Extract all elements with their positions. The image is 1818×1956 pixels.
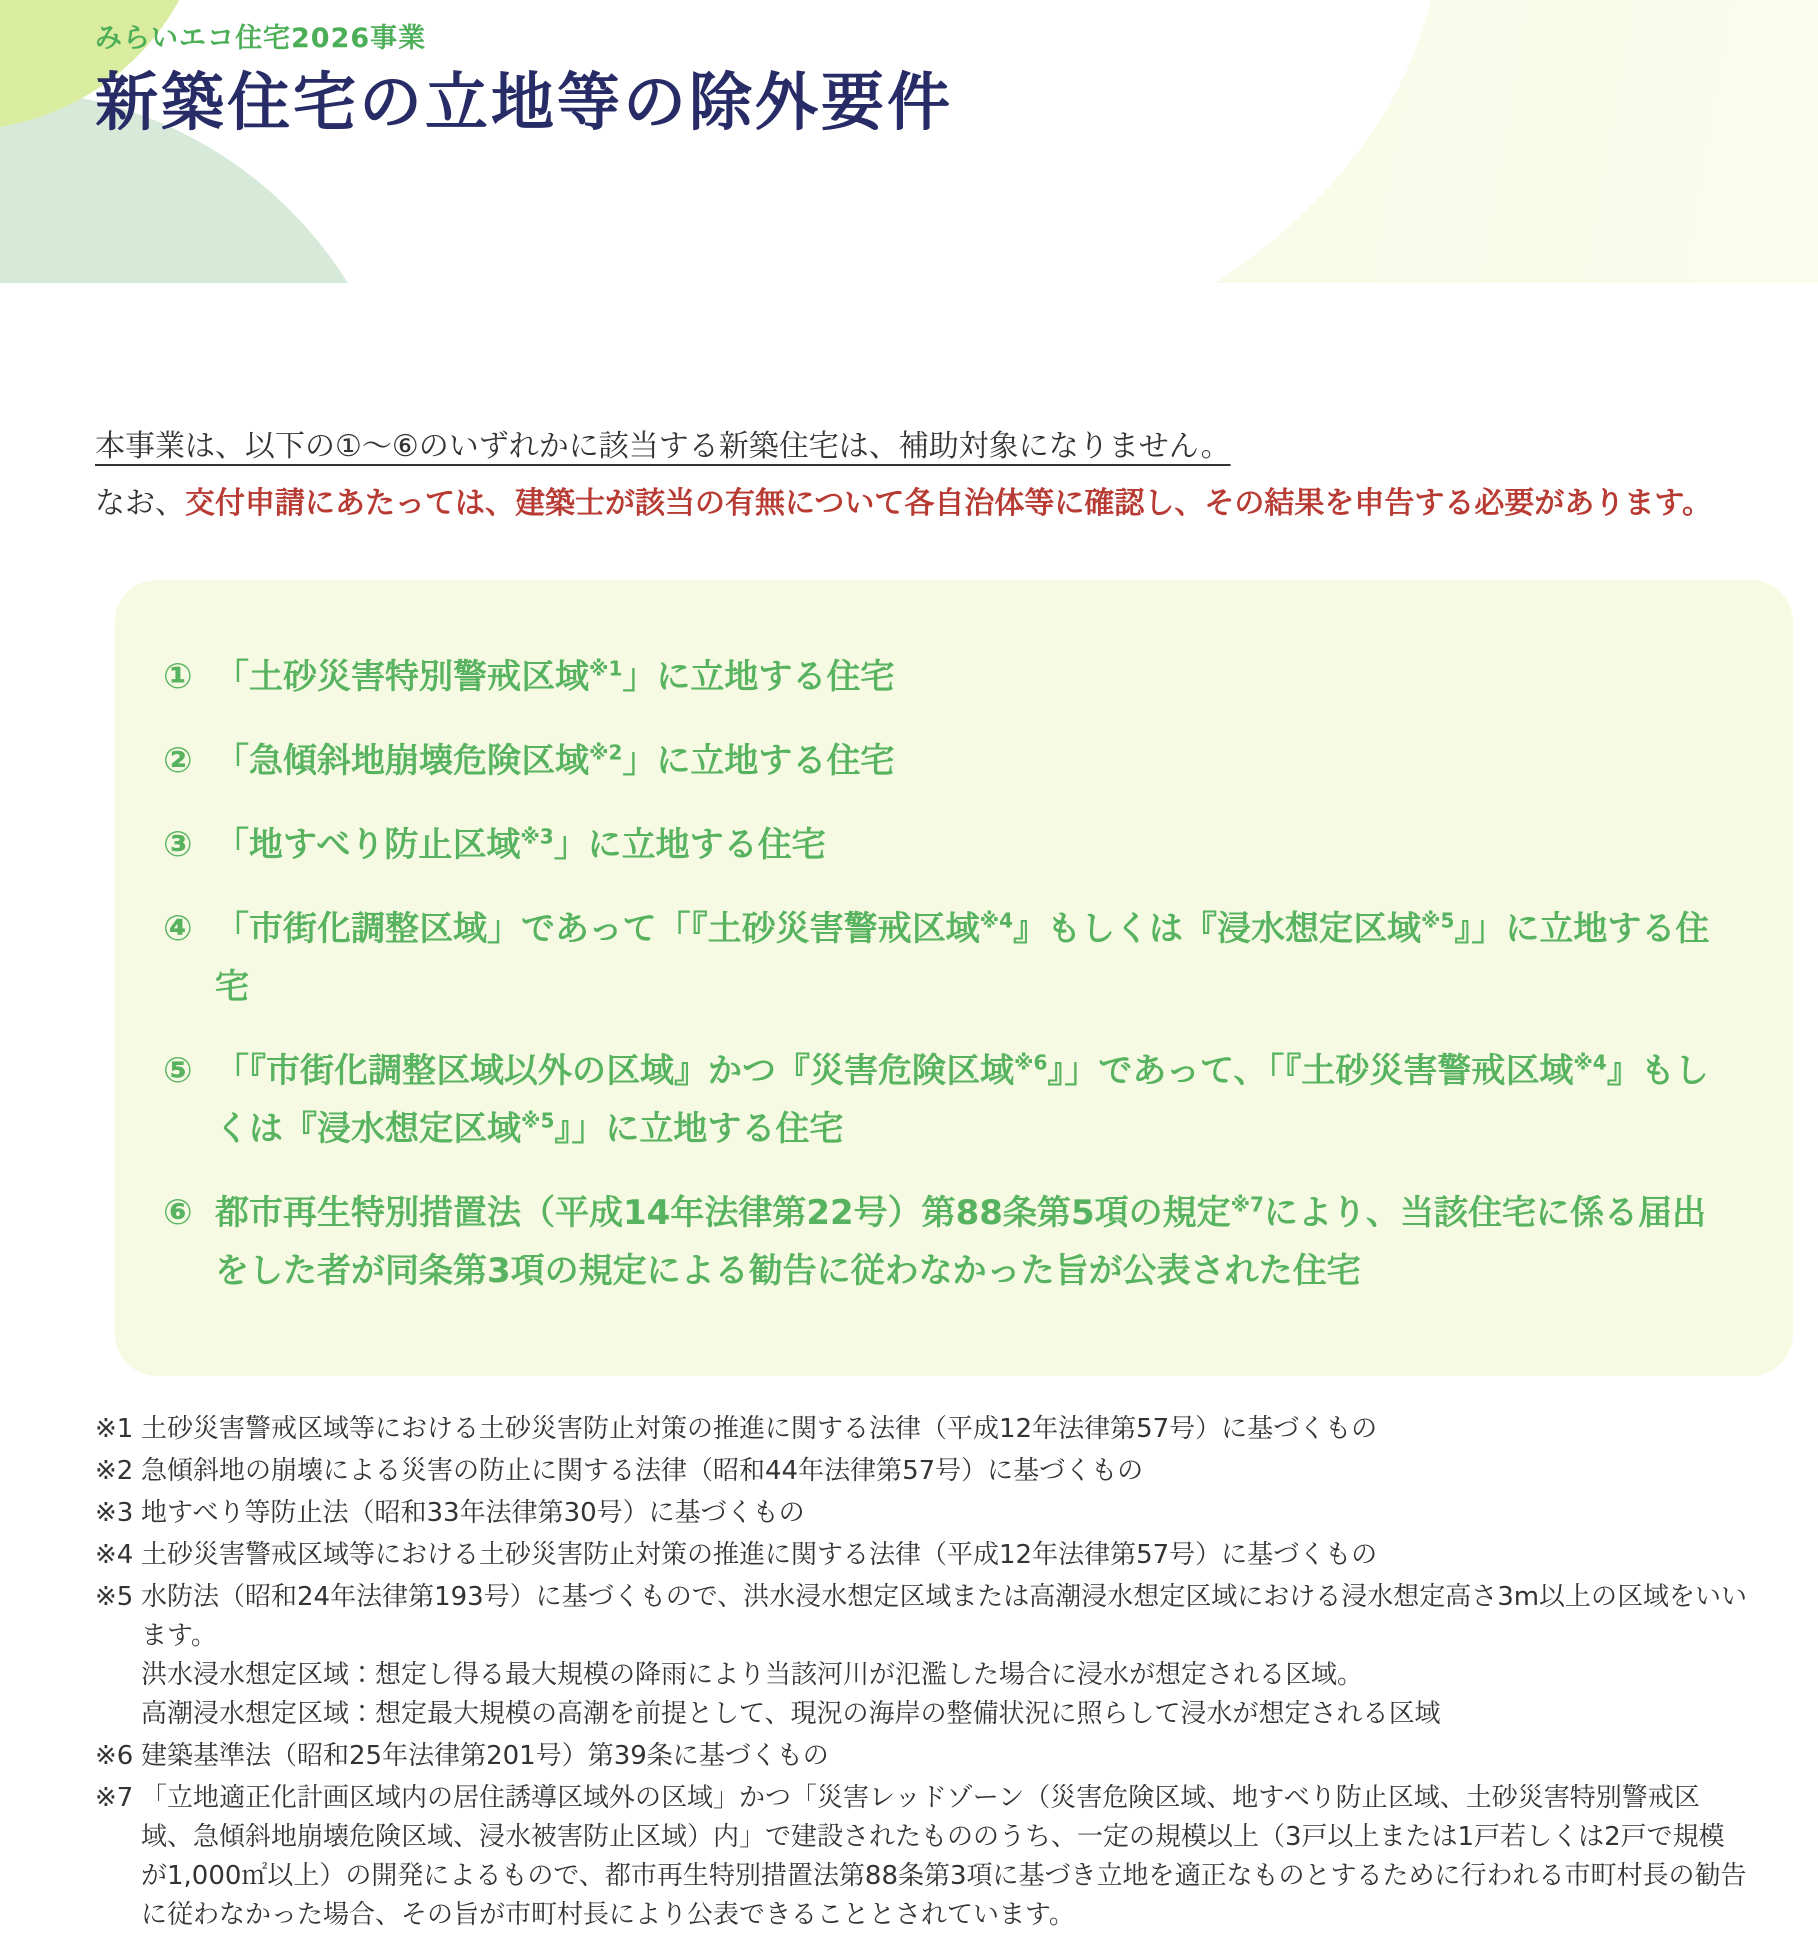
exclusion-item [163,1042,1733,1158]
intro-note-emphasis: 交付申請にあたっては、建築士が該当の有無について各自治体等に確認し、その結果を申告する必要があります。 [185,486,1712,521]
footnotes-section [95,1410,1748,1935]
footnote [95,1494,1748,1533]
page-header [0,0,1818,283]
exclusion-item-text: 「地すべり防止区域$^{※3}$」に立地する住宅 [215,824,826,865]
exclusion-item-number: ④ [163,909,193,949]
footnote [95,1737,1748,1776]
exclusion-item-number: ⑥ [163,1193,193,1233]
footnote-marker: ※1 [95,1414,134,1444]
footnote-marker: ※6 [95,1741,134,1771]
intro-underlined-line [95,418,1748,475]
exclusion-item [163,1184,1733,1300]
footnote-text: 建築基準法（昭和25年法律第201号）第39条に基づくもの [141,1741,829,1771]
footnote [95,1536,1748,1575]
footnote-marker: ※4 [95,1540,134,1570]
footnote-marker: ※2 [95,1456,134,1486]
intro-section [95,418,1748,532]
exclusion-item-number: ② [163,741,193,781]
footnote [95,1779,1748,1935]
exclusion-item-text: 都市再生特別措置法（平成14年法律第22号）第88条第5項の規定$^{※7}$により、当該住宅に係る届出をした者が同条第3項の規定による勧告に従わなかった旨が公表された住宅 [215,1192,1706,1291]
exclusion-item-text: 「『市街化調整区域以外の区域』かつ『災害危険区域$^{※6}$』」であって、「『土砂災害警戒区域$^{※4}$』もしくは『浸水想定区域$^{※5}$』」に立地する住宅 [215,1050,1709,1149]
footnote-text: 急傾斜地の崩壊による災害の防止に関する法律（昭和44年法律第57号）に基づくもの [141,1456,1144,1486]
exclusion-item-number: ③ [163,825,193,865]
exclusion-item-text: 「土砂災害特別警戒区域$^{※1}$」に立地する住宅 [215,656,895,697]
exclusion-item [163,816,1733,874]
intro-note-prefix: なお、 [95,486,185,521]
page-title: 新築住宅の立地等の除外要件 [95,66,953,139]
footnote-text: 土砂災害警戒区域等における土砂災害防止対策の推進に関する法律（平成12年法律第57号）に基づくもの [141,1540,1378,1570]
footnote [95,1452,1748,1491]
footnote [95,1578,1748,1734]
exclusion-requirements-box [115,580,1793,1376]
exclusion-item-number: ① [163,657,193,697]
footnote [95,1410,1748,1449]
footnote-text: 土砂災害警戒区域等における土砂災害防止対策の推進に関する法律（平成12年法律第57号）に基づくもの [141,1414,1378,1444]
footnote-marker: ※3 [95,1498,134,1528]
exclusion-item [163,732,1733,790]
footnote-text: 水防法（昭和24年法律第193号）に基づくもので、洪水浸水想定区域または高潮浸水想定区域における浸水想定高さ3m以上の区域をいいます。 洪水浸水想定区域：想定し得る最大規模の降雨により当該河川が氾濫した場合に浸水が想定される区域。 高潮浸水想定区域：想定最大規模の高潮を前提として、現況の海岸の整備状況に照らして浸水が想定される区域 [141,1582,1748,1729]
intro-note-line [95,475,1748,532]
header-content [0,0,1818,139]
main-content [0,283,1818,1935]
program-label: みらいエコ住宅2026事業 [95,23,427,54]
footnote-text: 「立地適正化計画区域内の居住誘導区域外の区域」かつ「災害レッドゾーン（災害危険区域、地すべり防止区域、土砂災害特別警戒区域、急傾斜地崩壊危険区域、浸水被害防止区域）内」で建設されたもののうち、一定の規模以上（3戸以上または1戸若しくは2戸で規模が1,000㎡以上）の開発によるもので、都市再生特別措置法第88条第3項に基づき立地を適正なものとするために行われる市町村長の勧告に従わなかった場合、その旨が市町村長により公表できることとされています。 [141,1783,1747,1930]
footnote-marker: ※7 [95,1783,134,1813]
exclusion-item [163,900,1733,1016]
exclusion-item [163,648,1733,706]
exclusion-item-text: 「市街化調整区域」であって「『土砂災害警戒区域$^{※4}$』もしくは『浸水想定区域$^{※5}$』」に立地する住宅 [215,908,1710,1007]
footnote-marker: ※5 [95,1582,134,1612]
exclusion-item-number: ⑤ [163,1051,193,1091]
intro-underlined-text: 本事業は、以下の①～⑥のいずれかに該当する新築住宅は、補助対象になりません。 [95,429,1231,464]
exclusion-item-text: 「急傾斜地崩壊危険区域$^{※2}$」に立地する住宅 [215,740,895,781]
footnote-text: 地すべり等防止法（昭和33年法律第30号）に基づくもの [141,1498,805,1528]
